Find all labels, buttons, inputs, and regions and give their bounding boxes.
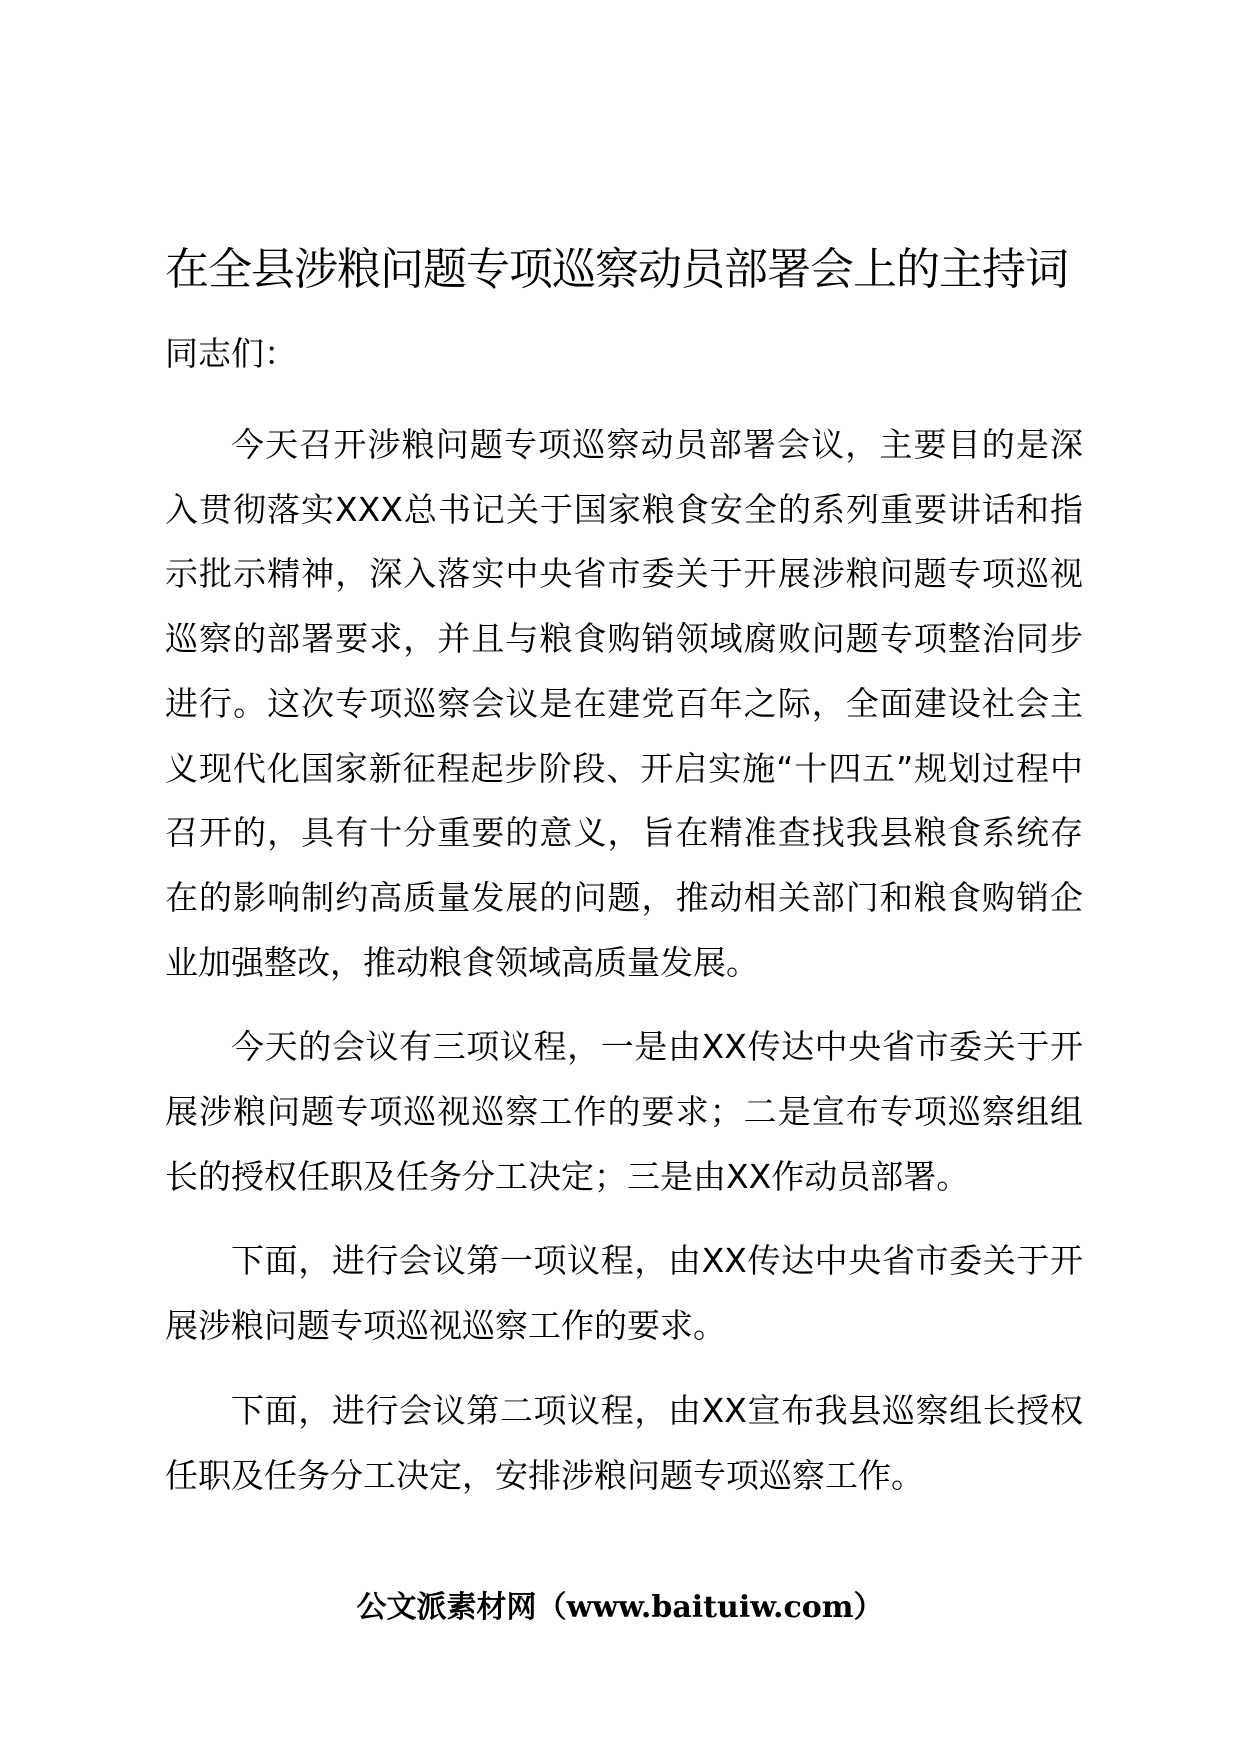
footer-watermark: 公文派素材网（www.baituiw.com） [356, 1590, 884, 1625]
document-body [165, 413, 1083, 1528]
paragraph-1: 今天召开涉粮问题专项巡察动员部署会议，主要目的是深入贯彻落实XXX总书记关于国家粮食安全的系列重要讲话和指示批示精神，深入落实中央省市委关于开展涉粮问题专项巡视巡察的部署要求，并且与粮食购销领域腐败问题专项整治同步进行。这次专项巡察会议是在建党百年之际，全面建设社会主义现代化国家新征程起步阶段、开启实施“十四五”规划过程中召开的，具有十分重要的意义，旨在精准查找我县粮食系统存在的影响制约高质量发展的问题，推动相关部门和粮食购销企业加强整改，推动粮食领域高质量发展。 [165, 425, 1083, 982]
document-title: 在全县涉粮问题专项巡察动员部署会上的主持词 [165, 244, 1068, 295]
paragraph-4: 下面，进行会议第二项议程，由XX宣布我县巡察组长授权任职及任务分工决定，安排涉粮问题专项巡察工作。 [165, 1390, 1083, 1495]
paragraph-3: 下面，进行会议第一项议程，由XX传达中央省市委关于开展涉粮问题专项巡视巡察工作的要求。 [165, 1241, 1083, 1346]
salutation: 同志们： [165, 334, 297, 373]
paragraph-2: 今天的会议有三项议程，一是由XX传达中央省市委关于开展涉粮问题专项巡视巡察工作的要求；二是宣布专项巡察组组长的授权任职及任务分工决定；三是由XX作动员部署。 [165, 1027, 1083, 1196]
